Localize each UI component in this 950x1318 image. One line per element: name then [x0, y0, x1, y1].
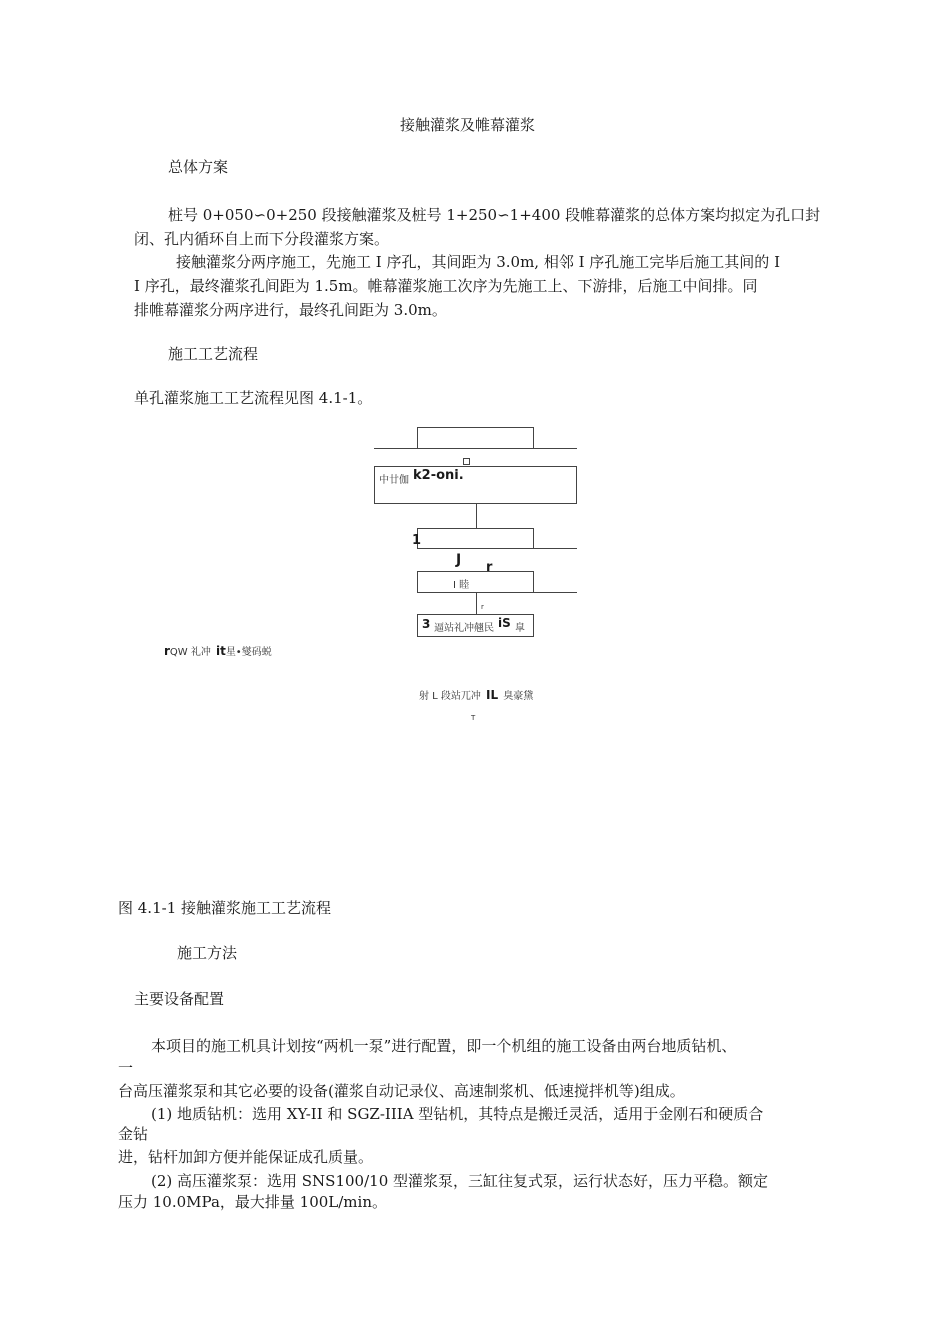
flow-box-4 — [417, 571, 534, 593]
paragraph-line: 排帷幕灌浆分两序进行，最终孔间距为 3.0m。 — [134, 301, 447, 319]
flow-glyph-r: r — [486, 560, 493, 575]
flow-line — [417, 548, 577, 549]
section-heading-process: 施工工艺流程 — [168, 345, 259, 363]
paragraph-line: 进，钻杆加卸方便并能保证成孔质量。 — [118, 1148, 374, 1166]
flow-left-note: rQW 礼冲 it星•燮码蜕 — [164, 644, 272, 658]
flow-connector — [476, 593, 477, 615]
flow-box-2-text-b: k2-oni. — [413, 468, 464, 483]
flow-box-1 — [417, 427, 534, 449]
paragraph-line: 压力 10.0MPa，最大排量 100L/min。 — [118, 1193, 387, 1211]
section-heading-equipment: 主要设备配置 — [134, 990, 225, 1008]
flow-box-3 — [417, 528, 534, 549]
flow-box-5-text-c: 皐 — [515, 623, 525, 634]
paragraph-line: 本项目的施工机具计划按“两机一泵”进行配置，即一个机组的施工设备由两台地质钻机、 — [151, 1037, 737, 1055]
flow-box-5 — [417, 614, 534, 637]
process-intro: 单孔灌浆施工工艺流程见图 4.1-1。 — [134, 389, 373, 407]
paragraph-line: 桩号 0+050∽0+250 段接触灌浆及桩号 1+250∽1+400 段帷幕灌浆的总体方案均拟定为孔口封 — [168, 206, 821, 224]
flow-glyph-j: J — [456, 552, 462, 568]
flow-box-5-num: 3 — [422, 617, 431, 631]
paragraph-line: (2) 高压灌浆泵：选用 SNS100/10 型灌浆泵，三缸往复式泵，运行状态好，压力平稳。额定 — [151, 1172, 769, 1190]
paragraph-line: (1) 地质钻机：选用 XY-II 和 SGZ-IIIA 型钻机，其特点是搬迁灵活，适用于金刚石和硬质合 — [151, 1105, 764, 1123]
paragraph-line: 接触灌浆分两序施工，先施工 I 序孔，其间距为 3.0m, 相邻 I 序孔施工完毕后施工其间的 I — [176, 253, 781, 271]
flow-box-5-text-a: 逼站礼冲翹民 — [434, 623, 494, 634]
small-square-icon — [463, 458, 470, 465]
flow-box-5-text-b: iS — [498, 616, 511, 630]
section-heading-overall: 总体方案 — [168, 158, 229, 176]
paragraph-line: I 序孔，最终灌浆孔间距为 1.5m。帷幕灌浆施工次序为先施工上、下游排，后施工中间排。同 — [134, 277, 758, 295]
paragraph-line: 台高压灌浆泵和其它必要的设备(灌浆自动记录仪、高速制浆机、低速搅拌机等)组成。 — [118, 1082, 685, 1100]
paragraph-line: 金钻 — [118, 1125, 149, 1143]
flow-label-1: 1 — [412, 533, 422, 548]
flow-box-2 — [374, 466, 577, 504]
paragraph-line: 一 — [118, 1059, 134, 1077]
flow-bottom-note: 射 L 段站兀冲 IL 臭豪黛 — [419, 688, 534, 702]
flow-tiny-r: r — [481, 603, 484, 611]
section-heading-method: 施工方法 — [177, 944, 238, 962]
flow-box-2-text-a: 中廿伽 — [379, 475, 409, 486]
flow-tiny-t: T — [471, 714, 476, 722]
paragraph-line: 闭、孔内循环自上而下分段灌浆方案。 — [134, 230, 390, 248]
flow-connector — [476, 504, 477, 528]
flow-line — [417, 592, 577, 593]
page-title: 接触灌浆及帷幕灌浆 — [400, 116, 536, 134]
figure-caption: 图 4.1-1 接触灌浆施工工艺流程 — [118, 899, 332, 917]
flow-line — [374, 448, 577, 449]
flow-box-4-text: I 睦 — [453, 580, 470, 591]
